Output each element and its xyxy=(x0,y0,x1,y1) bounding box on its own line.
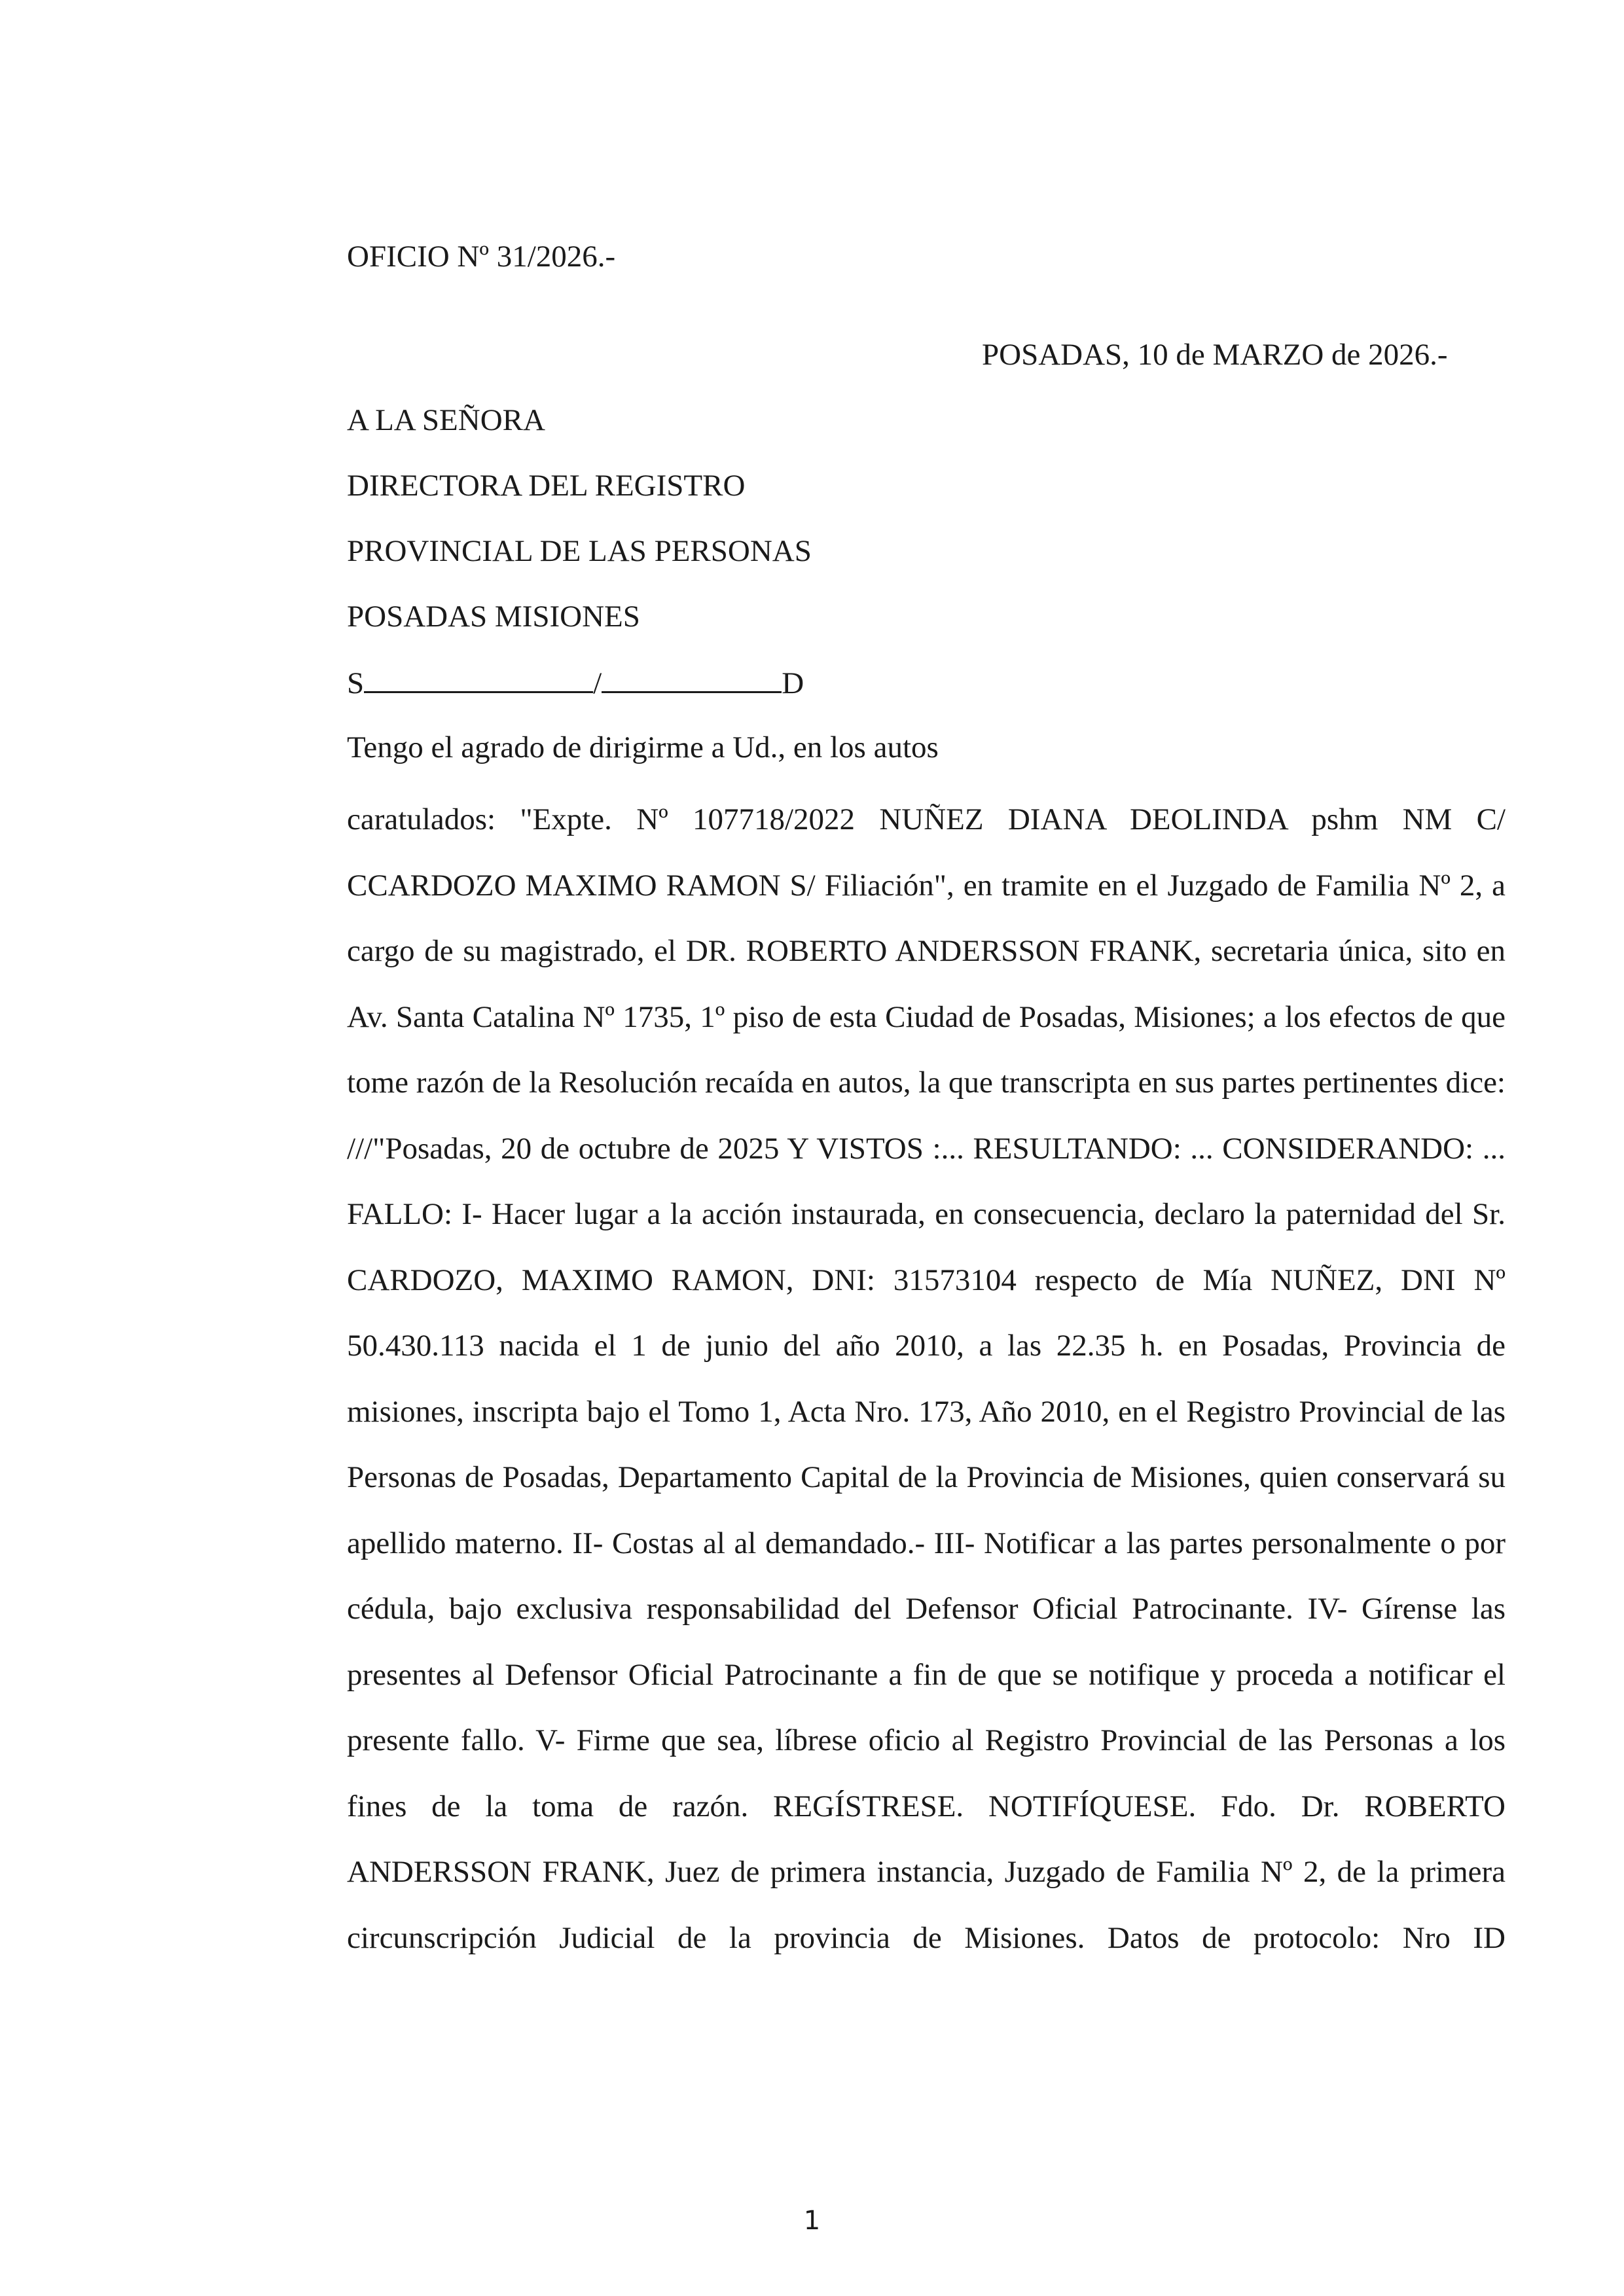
sd-mid: / xyxy=(593,666,602,700)
addressee-line-2: DIRECTORA DEL REGISTRO xyxy=(347,469,746,503)
sd-start: S xyxy=(347,666,365,700)
sd-underline-2 xyxy=(602,662,782,693)
addressee-line-4: POSADAS MISIONES xyxy=(347,600,640,634)
sd-end: D xyxy=(782,666,804,700)
addressee-line-1: A LA SEÑORA xyxy=(347,403,545,437)
addressee-line-3: PROVINCIAL DE LAS PERSONAS xyxy=(347,534,812,568)
page-number: 1 xyxy=(803,2206,821,2236)
greeting-line: Tengo el agrado de dirigirme a Ud., en los autos xyxy=(347,730,939,764)
oficio-number: OFICIO Nº 31/2026.- xyxy=(347,240,616,274)
sd-underline-1 xyxy=(364,662,593,693)
su-despacho-line xyxy=(347,662,804,703)
body-paragraph: caratulados: "Expte. Nº 107718/2022 NUÑEZ DIANA DEOLINDA pshm NM C/ CCARDOZO MAXIMO RAMON S/ Filiación", en tramite en el Juzgado de Familia Nº 2, a cargo de su magistrado, el DR. ROBERTO ANDERSSON FRANK, secretaria única, sito en Av. Santa Catalina Nº 1735, 1º piso de esta Ciudad de Posadas, Misiones; a los efectos de que tome razón de la Resolución recaída en autos, la que transcripta en sus partes pertinentes dice: ///"Posadas, 20 de octubre de 2025 Y VISTOS :... RESULTANDO: ... CONSIDERANDO: ... FALLO: I- Hacer lugar a la acción instaurada, en consecuencia, declaro la paternidad del Sr. CARDOZO, MAXIMO RAMON, DNI: 31573104 respecto de Mía NUÑEZ, DNI Nº 50.430.113 nacida el 1 de junio del año 2010, a las 22.35 h. en Posadas, Provincia de misiones, inscripta bajo el Tomo 1, Acta Nro. 173, Año 2010, en el Registro Provincial de las Personas de Posadas, Departamento Capital de la Provincia de Misiones, quien conservará su apellido materno. II- Costas al al demandado.- III- Notificar a las partes personalmente o por cédula, bajo exclusiva responsabilidad del Defensor Oficial Patrocinante. IV- Gírense las presentes al Defensor Oficial Patrocinante a fin de que se notifique y proceda a notificar el presente fallo. V- Firme que sea, líbrese oficio al Registro Provincial de las Personas a los fines de la toma de razón. REGÍSTRESE. NOTIFÍQUESE. Fdo. Dr. ROBERTO ANDERSSON FRANK, Juez de primera instancia, Juzgado de Familia Nº 2, de la primera circunscripción Judicial de la provincia de Misiones. Datos de protocolo: Nro ID xyxy=(347,802,1506,1955)
document-date: POSADAS, 10 de MARZO de 2026.- xyxy=(982,338,1448,372)
